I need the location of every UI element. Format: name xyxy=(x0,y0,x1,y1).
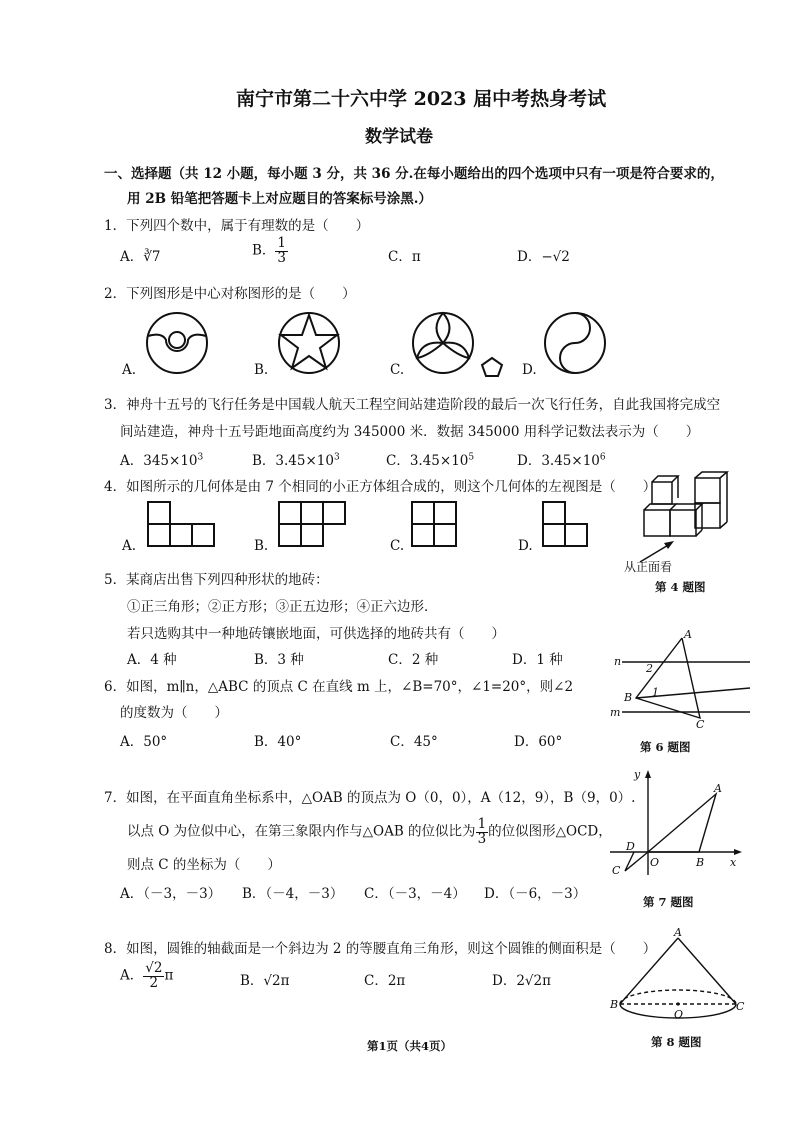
q7-line1: 7．如图，在平面直角坐标系中，△OAB 的顶点为 O（0，0），A（12，9），B（9，0）. xyxy=(104,790,636,806)
q6-label-n: n xyxy=(614,655,622,668)
q3-option-c: C．$3.45\times 10^5$ xyxy=(386,452,475,469)
q4-label-d: D. xyxy=(518,538,533,554)
q2-figure-b xyxy=(276,310,342,376)
q8-option-d: D．2√2π xyxy=(492,973,551,989)
q4-cube-figure xyxy=(630,470,740,570)
section-instructions-line1: 一、选择题（共 12 小题，每小题 3 分，共 36 分.在每小题给出的四个选项中只有一项是符合要求的， xyxy=(104,166,724,182)
q7-option-d: D．（－6，－3） xyxy=(484,886,587,902)
q4-view-b xyxy=(277,500,347,550)
q7-label-C: C xyxy=(612,864,621,877)
q6-label-C: C xyxy=(696,718,705,731)
q8-label-B: B xyxy=(610,998,619,1011)
q6-option-a: A．50° xyxy=(120,734,168,750)
q1-option-a: A．∛7 xyxy=(120,249,161,265)
q5-option-a: A．4 种 xyxy=(127,652,177,668)
q8-label-A: A xyxy=(674,926,682,939)
q5-stem: 5．某商店出售下列四种形状的地砖： xyxy=(104,572,329,588)
q1-stem: 1．下列四个数中，属于有理数的是（ ） xyxy=(104,218,370,234)
q4-view-d xyxy=(541,500,591,550)
q8-label-C: C xyxy=(736,1000,745,1013)
q6-label-m: m xyxy=(610,706,621,719)
q3-option-d: D．$3.45\times 10^6$ xyxy=(517,452,606,469)
q8-cone-figure xyxy=(608,928,748,1028)
section-instructions-line2: 用 2B 铅笔把答题卡上对应题目的答案标号涂黑.） xyxy=(127,191,432,207)
q1-option-b: B． $\frac{1}{3}$ xyxy=(252,235,287,266)
q3-line2: 间站建造，神舟十五号距地面高度约为 345000 米．数据 345000 用科学记数法表示为（ ） xyxy=(120,424,700,440)
page-footer: 第1页（共4页） xyxy=(367,1039,453,1053)
q7-caption: 第 7 题图 xyxy=(643,895,694,909)
q4-label-a: A. xyxy=(122,538,137,554)
q4-stem: 4．如图所示的几何体是由 7 个相同的小正方体组合成的，则这个几何体的左视图是（ ） xyxy=(104,479,657,495)
q8-option-c: C．2π xyxy=(364,973,406,989)
q6-caption: 第 6 题图 xyxy=(640,740,691,754)
q2-figure-d xyxy=(542,310,608,376)
q5-option-b: B．3 种 xyxy=(254,652,304,668)
q6-option-b: B．40° xyxy=(254,734,302,750)
q5-question: 若只选购其中一种地砖镶嵌地面，可供选择的地砖共有（ ） xyxy=(127,626,505,642)
q2-figure-a xyxy=(144,310,210,376)
q6-label-1: 1 xyxy=(652,686,659,699)
q8-stem: 8．如图，圆锥的轴截面是一个斜边为 2 的等腰直角三角形，则这个圆锥的侧面积是（ ） xyxy=(104,941,657,957)
q2-label-b: B. xyxy=(254,362,269,378)
q7-label-D: D xyxy=(626,840,635,853)
q4-label-c: C. xyxy=(390,538,405,554)
q8-option-a: A． $\frac{√2}{2}$ π xyxy=(120,960,174,991)
q2-label-d: D. xyxy=(522,362,537,378)
q6-label-A: A xyxy=(684,628,692,641)
q5-option-d: D．1 种 xyxy=(512,652,563,668)
q2-pentagon-mark xyxy=(480,356,504,378)
exam-title: 南宁市第二十六中学 2023 届中考热身考试 xyxy=(236,88,607,110)
q7-option-a: A．（－3，－3） xyxy=(120,886,222,902)
q4-view-c xyxy=(410,500,460,550)
q7-line2: 以点 O 为位似中心，在第三象限内作与△OAB 的位似比为 $\frac{1}{3}$ 的位似图形△OCD， xyxy=(127,816,612,847)
q6-line2: 的度数为（ ） xyxy=(120,705,228,721)
q4-label-b: B. xyxy=(254,538,269,554)
q1-option-c: C．π xyxy=(388,249,421,265)
q3-option-b: B．$3.45\times 10^3$ xyxy=(252,452,340,469)
q7-label-A: A xyxy=(714,782,722,795)
q7-label-B: B xyxy=(696,856,705,869)
q8-label-O: O xyxy=(674,1008,684,1021)
q2-label-a: A. xyxy=(122,362,137,378)
q4-caption: 第 4 题图 xyxy=(655,580,706,594)
q6-figure xyxy=(612,630,752,730)
exam-subtitle: 数学试卷 xyxy=(365,127,433,147)
q6-option-d: D．60° xyxy=(514,734,563,750)
q6-label-2: 2 xyxy=(646,662,653,675)
q6-line1: 6．如图，m∥n，△ABC 的顶点 C 在直线 m 上，∠B=70°，∠1=20°，则∠2 xyxy=(104,679,574,695)
q7-label-x: x xyxy=(730,856,737,869)
q5-option-c: C．2 种 xyxy=(388,652,439,668)
q6-label-B: B xyxy=(624,691,633,704)
q4-view-a xyxy=(146,500,216,550)
q2-label-c: C. xyxy=(390,362,405,378)
q7-figure xyxy=(608,770,743,880)
q1-option-d: D．−√2 xyxy=(517,249,570,265)
q3-option-a: A．$345\times 10^3$ xyxy=(120,452,204,469)
q2-figure-c xyxy=(410,310,476,376)
q3-line1: 3．神舟十五号的飞行任务是中国载人航天工程空间站建造阶段的最后一次飞行任务，自此我国将完成空 xyxy=(104,397,721,413)
q7-line3: 则点 C 的坐标为（ ） xyxy=(127,857,281,873)
q8-option-b: B．√2π xyxy=(240,973,290,989)
q7-label-y: y xyxy=(634,768,641,781)
q7-option-c: C．（－3，－4） xyxy=(364,886,466,902)
q6-option-c: C．45° xyxy=(390,734,438,750)
q8-caption: 第 8 题图 xyxy=(651,1035,702,1049)
q2-stem: 2．下列图形是中心对称图形的是（ ） xyxy=(104,286,356,302)
q7-option-b: B．（－4，－3） xyxy=(242,886,344,902)
q5-shapes: ①正三角形；②正方形；③正五边形；④正六边形． xyxy=(127,599,438,615)
q7-label-O: O xyxy=(650,856,660,869)
q4-arrow-label: 从正面看 xyxy=(624,560,673,574)
